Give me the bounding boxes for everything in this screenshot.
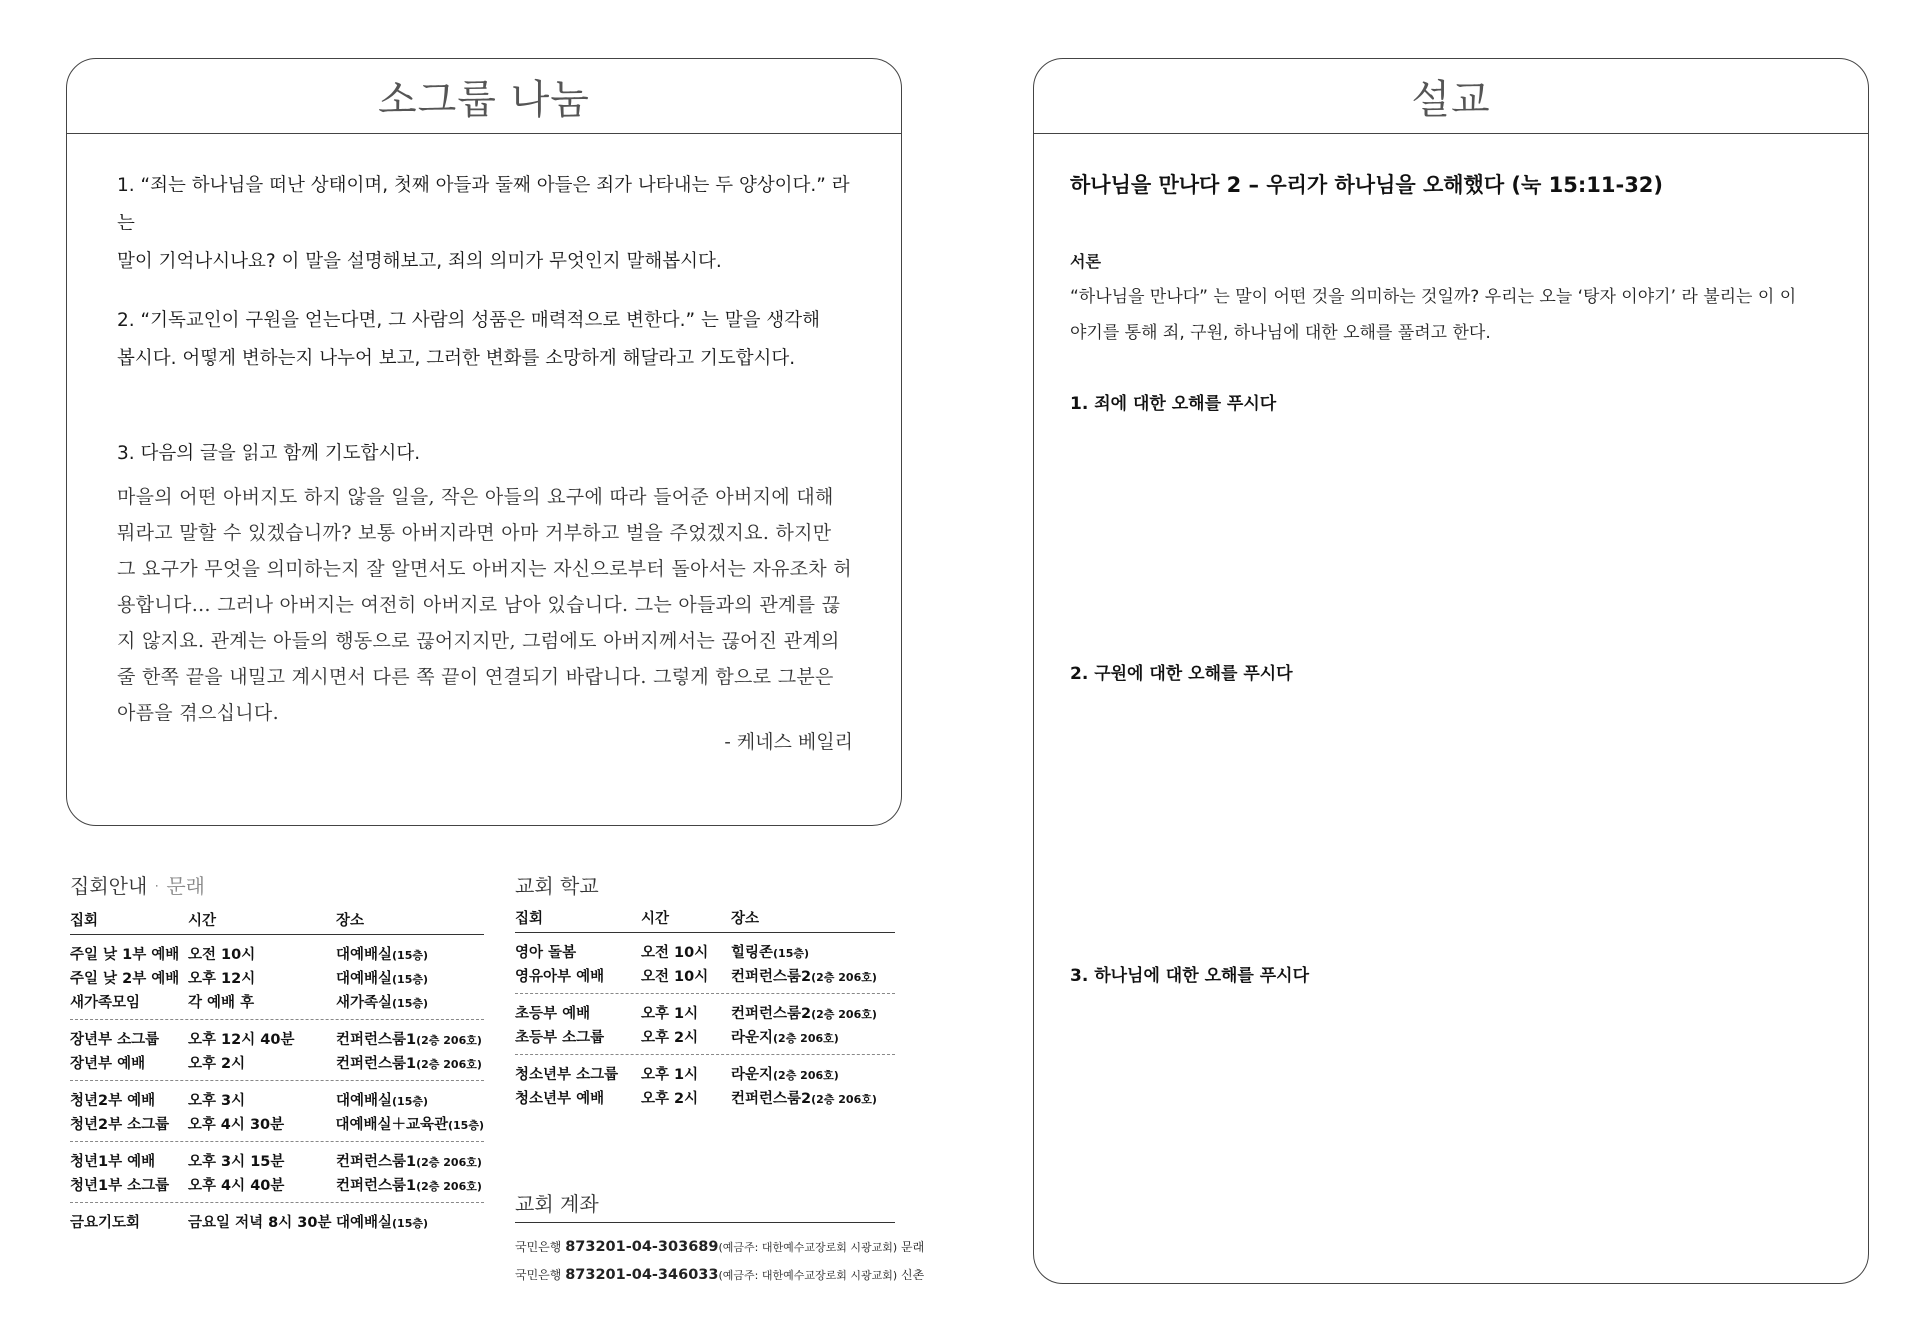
account-line	[515, 1238, 924, 1255]
column-header: 집회	[70, 912, 99, 929]
table-row	[70, 1148, 484, 1172]
place-name: 컨퍼런스룸1	[336, 1031, 417, 1048]
meeting-place	[336, 943, 484, 964]
sermon-panel-title: 설교	[1034, 59, 1868, 134]
meeting-place	[335, 1113, 484, 1134]
school-table	[515, 902, 895, 1115]
prayer-text	[117, 479, 855, 731]
meeting-place	[336, 991, 484, 1012]
meeting-place	[336, 967, 484, 988]
place-name: 힐링존	[731, 944, 774, 961]
account-holder: (예금주: 대한예수교장로회 시광교회)	[718, 1269, 898, 1282]
meeting-time: 금요일 저녁 8시 30분	[188, 1214, 332, 1231]
table-group	[70, 1203, 484, 1239]
meeting-place	[731, 1087, 895, 1108]
meeting-time: 각 예배 후	[188, 994, 255, 1011]
meeting-name: 장년부 예배	[70, 1055, 146, 1072]
question-1-line-1: 1. “죄는 하나님을 떠난 상태이며, 첫째 아들과 둘째 아들은 죄가 나타내는 두 양상이다.” 라는	[117, 175, 850, 234]
meetings-title-text: 집회안내	[70, 874, 148, 898]
meeting-place	[731, 965, 895, 986]
table-group	[70, 935, 484, 1020]
table-row	[70, 1172, 484, 1196]
table-row	[70, 941, 484, 965]
place-floor: (15층)	[392, 1094, 429, 1108]
table-row	[70, 1087, 484, 1111]
place-floor: (2층 206호)	[773, 1031, 839, 1045]
place-floor: (15층)	[392, 948, 429, 962]
prayer-line: 아픔을 겪으십니다.	[117, 702, 279, 724]
meetings-table	[70, 904, 484, 1239]
sermon-point-3: 3. 하나님에 대한 오해를 푸시다	[1070, 966, 1310, 986]
place-floor: (15층)	[392, 996, 429, 1010]
place-name: 새가족실	[336, 994, 393, 1011]
meeting-time: 오후 2시	[641, 1029, 699, 1046]
place-floor: (15층)	[392, 1216, 429, 1230]
accounts-title: 교회 계좌	[515, 1192, 599, 1216]
sermon-point-1: 1. 죄에 대한 오해를 푸시다	[1070, 394, 1277, 414]
meeting-place	[336, 1211, 484, 1232]
meeting-time: 오후 2시	[188, 1055, 246, 1072]
place-floor: (2층 206호)	[416, 1179, 482, 1193]
intro-heading: 서론	[1070, 252, 1101, 271]
meeting-name: 청소년부 소그룹	[515, 1066, 619, 1083]
prayer-line: 뭐라고 말할 수 있겠습니까? 보통 아버지라면 아마 거부하고 벌을 주었겠지요. 하지만	[117, 522, 832, 544]
place-name: 라운지	[731, 1029, 774, 1046]
table-header	[515, 902, 895, 933]
place-floor: (2층 206호)	[416, 1155, 482, 1169]
meeting-name: 금요기도회	[70, 1214, 141, 1231]
place-name: 컨퍼런스룸1	[336, 1153, 417, 1170]
prayer-line: 줄 한쪽 끝을 내밀고 계시면서 다른 쪽 끝이 연결되기 바랍니다. 그렇게 함으로 그분은	[117, 666, 834, 688]
table-group	[515, 933, 895, 994]
meeting-time: 오후 4시 30분	[187, 1116, 285, 1133]
meeting-place	[336, 1174, 484, 1195]
table-row	[70, 1026, 484, 1050]
column-header: 시간	[641, 910, 670, 927]
account-number: 873201-04-303689	[565, 1239, 719, 1255]
place-floor: (2층 206호)	[811, 1007, 877, 1021]
table-row	[515, 1085, 895, 1109]
table-group	[70, 1020, 484, 1081]
place-name: 컨퍼런스룸1	[336, 1177, 417, 1194]
place-name: 컨퍼런스룸2	[731, 1090, 812, 1107]
place-name: 대예배실＋교육관	[335, 1116, 448, 1133]
meetings-title	[70, 870, 205, 899]
sermon-panel	[1033, 58, 1869, 1284]
meeting-place	[336, 1052, 484, 1073]
place-floor: (2층 206호)	[773, 1068, 839, 1082]
question-3: 3. 다음의 글을 읽고 함께 기도합시다.	[117, 443, 421, 464]
table-header	[70, 904, 484, 935]
prayer-line: 용합니다… 그러나 아버지는 여전히 아버지로 남아 있습니다. 그는 아들과의 관계를 끊	[117, 594, 841, 616]
meeting-time: 오후 1시	[641, 1005, 699, 1022]
table-group	[515, 1055, 895, 1115]
place-name: 대예배실	[336, 1214, 393, 1231]
meeting-place	[336, 1150, 484, 1171]
question-2-line-1: 2. “기독교인이 구원을 얻는다면, 그 사람의 성품은 매력적으로 변한다.” 는 말을 생각해	[117, 310, 821, 331]
account-number: 873201-04-346033	[565, 1267, 719, 1283]
meeting-time: 오후 4시 40분	[188, 1177, 285, 1194]
meeting-time: 오전 10시	[641, 968, 709, 985]
account-holder: (예금주: 대한예수교장로회 시광교회)	[718, 1241, 898, 1254]
prayer-line: 마을의 어떤 아버지도 하지 않을 일을, 작은 아들의 요구에 따라 들어준 아버지에 대해	[117, 486, 834, 508]
meeting-place	[336, 1028, 484, 1049]
place-name: 컨퍼런스룸2	[731, 968, 812, 985]
account-bank: 국민은행	[515, 1240, 566, 1254]
account-branch: 문래	[897, 1240, 925, 1254]
table-row	[515, 963, 895, 987]
account-branch: 신촌	[897, 1268, 925, 1282]
meeting-name: 주일 낮 1부 예배	[70, 946, 180, 963]
meeting-time: 오후 1시	[641, 1066, 699, 1083]
sermon-title: 하나님을 만나다 2 – 우리가 하나님을 오해했다 (눅 15:11-32)	[1070, 173, 1664, 197]
school-title: 교회 학교	[515, 874, 599, 898]
table-group	[515, 994, 895, 1055]
intro-line-1: “하나님을 만나다” 는 말이 어떤 것을 의미하는 것일까? 우리는 오늘 ‘탕자 이야기’ 라 불리는 이 이	[1070, 287, 1797, 307]
meeting-time: 오전 10시	[641, 944, 709, 961]
quote-author: - 케네스 베일리	[724, 731, 853, 753]
table-group	[70, 1142, 484, 1203]
place-floor: (15층)	[773, 946, 810, 960]
meeting-name: 청년2부 소그룹	[70, 1116, 170, 1133]
table-row	[515, 1061, 895, 1085]
place-name: 대예배실	[336, 970, 393, 987]
place-floor: (2층 206호)	[416, 1057, 482, 1071]
place-name: 컨퍼런스룸2	[731, 1005, 812, 1022]
meeting-name: 청년2부 예배	[70, 1092, 156, 1109]
table-row	[515, 1000, 895, 1024]
meeting-name: 청년1부 예배	[70, 1153, 156, 1170]
meeting-name: 영아 돌봄	[515, 944, 577, 961]
table-row	[70, 965, 484, 989]
meeting-name: 청소년부 예배	[515, 1090, 605, 1107]
meeting-name: 주일 낮 2부 예배	[70, 970, 180, 987]
column-header: 장소	[731, 910, 760, 927]
small-group-panel	[66, 58, 902, 826]
place-name: 라운지	[731, 1066, 774, 1083]
table-row	[70, 1050, 484, 1074]
place-name: 컨퍼런스룸1	[336, 1055, 417, 1072]
prayer-line: 지 않지요. 관계는 아들의 행동으로 끊어지지만, 그럼에도 아버지께서는 끊어진 관계의	[117, 630, 840, 652]
question-1-line-2: 말이 기억나시나요? 이 말을 설명해보고, 죄의 의미가 무엇인지 말해봅시다.	[117, 251, 722, 272]
place-floor: (15층)	[448, 1118, 484, 1132]
place-floor: (2층 206호)	[416, 1033, 482, 1047]
meeting-time: 오후 12시	[188, 970, 256, 987]
meeting-place	[731, 1002, 895, 1023]
column-header: 장소	[336, 912, 365, 929]
column-header: 집회	[515, 910, 544, 927]
meeting-name: 영유아부 예배	[515, 968, 605, 985]
prayer-line: 그 요구가 무엇을 의미하는지 잘 알면서도 아버지는 자신으로부터 돌아서는 자유조차 허	[117, 558, 852, 580]
meeting-name: 초등부 소그룹	[515, 1029, 605, 1046]
meeting-name: 청년1부 소그룹	[70, 1177, 170, 1194]
meetings-title-dot: ·	[147, 874, 167, 898]
intro-body	[1070, 279, 1840, 351]
question-1	[117, 167, 857, 281]
table-row	[515, 939, 895, 963]
accounts-divider	[515, 1222, 895, 1223]
meeting-time: 오후 3시 15분	[188, 1153, 285, 1170]
meetings-location: 문래	[166, 874, 205, 898]
meeting-place	[336, 1089, 484, 1110]
table-row	[70, 1111, 484, 1135]
place-name: 대예배실	[336, 1092, 393, 1109]
meeting-time: 오후 2시	[641, 1090, 699, 1107]
question-2-line-2: 봅시다. 어떻게 변하는지 나누어 보고, 그러한 변화를 소망하게 해달라고 기도합시다.	[117, 348, 796, 369]
place-floor: (2층 206호)	[811, 970, 877, 984]
meeting-time: 오후 3시	[188, 1092, 246, 1109]
table-row	[70, 989, 484, 1013]
meeting-place	[731, 941, 895, 962]
table-row	[515, 1024, 895, 1048]
table-row	[70, 1209, 484, 1233]
account-line	[515, 1266, 924, 1283]
meeting-name: 새가족모임	[70, 994, 141, 1011]
small-group-title: 소그룹 나눔	[67, 59, 901, 134]
place-name: 대예배실	[336, 946, 393, 963]
sermon-point-2: 2. 구원에 대한 오해를 푸시다	[1070, 664, 1293, 684]
column-header: 시간	[188, 912, 217, 929]
question-2	[117, 302, 857, 378]
meeting-name: 장년부 소그룹	[70, 1031, 160, 1048]
place-floor: (2층 206호)	[811, 1092, 877, 1106]
meeting-time: 오전 10시	[188, 946, 256, 963]
meeting-place	[731, 1026, 895, 1047]
meeting-time: 오후 12시 40분	[188, 1031, 295, 1048]
meeting-place	[731, 1063, 895, 1084]
table-group	[70, 1081, 484, 1142]
account-bank: 국민은행	[515, 1268, 566, 1282]
place-floor: (15층)	[392, 972, 429, 986]
meeting-name: 초등부 예배	[515, 1005, 591, 1022]
intro-line-2: 야기를 통해 죄, 구원, 하나님에 대한 오해를 풀려고 한다.	[1070, 323, 1491, 343]
